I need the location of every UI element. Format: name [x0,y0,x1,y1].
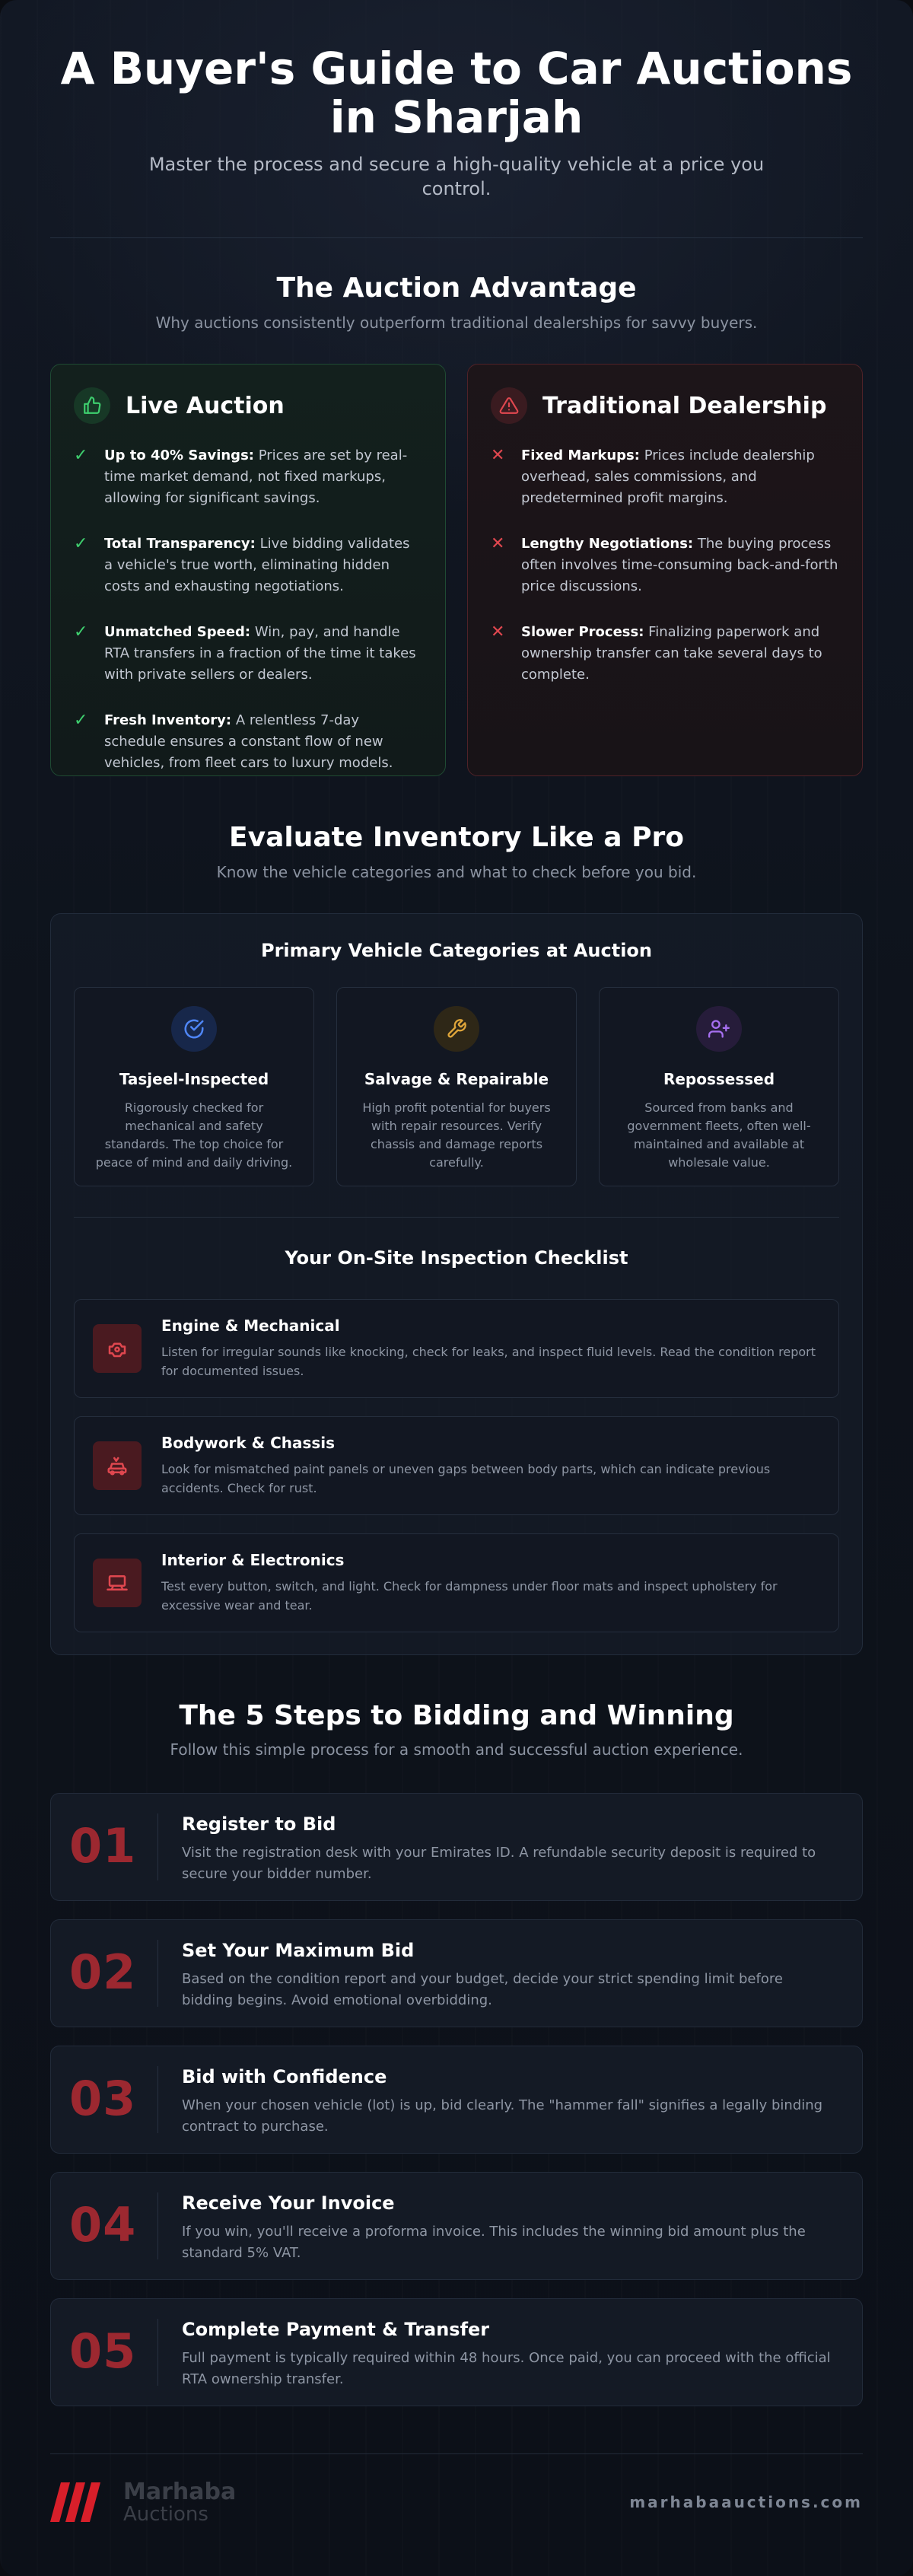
live-auction-card [50,364,446,776]
hero-divider [50,237,863,238]
item-label: Up to 40% Savings: [104,447,254,463]
item-text: Win, pay, and handle RTA transfers in a fraction of the time it takes with private sellers or dealers. [104,624,416,683]
check-icon: ✓ [74,446,88,465]
thumbs-up-icon [74,387,110,424]
advantage-title: The Auction Advantage [276,272,637,304]
check-icon: ✓ [74,623,88,642]
check-icon: ✓ [74,534,88,553]
traditional-dealership-card [467,364,863,776]
advantage-subtitle: Why auctions consistently outperform traditional dealerships for savvy buyers. [155,314,758,332]
step-number: 04 [69,2197,137,2253]
traditional-dealership-title: Traditional Dealership [542,392,827,419]
x-icon: ✕ [491,446,505,465]
list-item [74,533,422,597]
item-text: Live bidding validates a vehicle's true worth, eliminating hidden costs and exhausting negotiations. [104,536,410,594]
step-desc: Full payment is typically required within 48 hours. Once paid, you can proceed with the official RTA ownership transfer. [182,2350,831,2387]
checklist-title-text: Interior & Electronics [161,1551,345,1569]
checklist-title-text: Engine & Mechanical [161,1317,340,1335]
item-label: Fixed Markups: [521,447,640,463]
step-divider [157,1940,158,2007]
step-desc: Based on the condition report and your budget, decide your strict spending limit before bidding begins. Avoid emotional overbidding. [182,1971,783,2008]
category-card-salvage [336,987,577,1186]
step-number: 03 [69,2071,137,2126]
traditional-dealership-header [491,386,839,425]
list-item [491,445,839,509]
step-card-2 [50,1919,863,2027]
page-subtitle: Master the process and secure a high-quality vehicle at a price you control. [148,154,765,199]
step-desc: If you win, you'll receive a proforma invoice. This includes the winning bid amount plus the standard 5% VAT. [182,2224,806,2261]
item-label: Lengthy Negotiations: [521,536,694,552]
list-item [74,710,422,774]
list-item [491,622,839,686]
step-card-4 [50,2172,863,2280]
car-crash-icon [93,1441,142,1490]
item-label: Total Transparency: [104,536,256,552]
website-link[interactable]: marhabaauctions.com [629,2493,863,2511]
step-desc: Visit the registration desk with your Emirates ID. A refundable security deposit is required to secure your bidder number. [182,1845,816,1882]
inventory-title: Evaluate Inventory Like a Pro [229,822,684,853]
step-divider [157,2192,158,2259]
item-text: Prices are set by real-time market demand, not fixed markups, allowing for significant savings. [104,447,408,506]
steps-subtitle: Follow this simple process for a smooth and successful auction experience. [170,1740,743,1759]
check-circle-icon [171,1006,217,1052]
step-divider [157,1813,158,1880]
x-icon: ✕ [491,623,505,642]
list-item [74,445,422,509]
category-desc: Sourced from banks and government fleets, often well-maintained and available at wholesale value. [627,1100,811,1170]
list-item [491,533,839,597]
checklist-title: Your On-Site Inspection Checklist [285,1247,628,1269]
page-title: A Buyer's Guide to Car Auctions in Sharjah [60,43,853,143]
check-icon: ✓ [74,711,88,730]
step-title: Register to Bid [182,1813,336,1835]
live-auction-title: Live Auction [126,392,285,419]
item-text: A relentless 7-day schedule ensures a constant flow of new vehicles, from fleet cars to luxury models. [104,712,393,771]
steps-title: The 5 Steps to Bidding and Winning [179,1700,734,1731]
user-plus-icon [696,1006,742,1052]
laptop-icon [93,1559,142,1607]
item-label: Fresh Inventory: [104,712,232,728]
category-card-tasjeel [74,987,314,1186]
step-card-1 [50,1793,863,1901]
item-text: Finalizing paperwork and ownership transfer can take several days to complete. [521,624,822,683]
step-number: 05 [69,2323,137,2379]
checklist-desc: Listen for irregular sounds like knocking, check for leaks, and inspect fluid levels. Read the condition report for documented issues. [161,1345,816,1378]
step-number: 01 [69,1818,137,1874]
step-desc: When your chosen vehicle (lot) is up, bid clearly. The "hammer fall" signifies a legally binding contract to purchase. [182,2097,823,2135]
category-desc: High profit potential for buyers with repair resources. Verify chassis and damage reports carefully. [362,1100,551,1170]
panel-divider [74,1217,839,1218]
step-card-5 [50,2298,863,2406]
category-desc: Rigorously checked for mechanical and safety standards. The top choice for peace of mind and daily driving. [95,1100,293,1170]
inventory-panel [50,913,863,1655]
step-title: Receive Your Invoice [182,2192,395,2214]
live-auction-header [74,386,422,425]
footer-divider [50,2453,863,2454]
step-divider [157,2319,158,2386]
checklist-item-bodywork [74,1416,839,1515]
engine-icon [93,1324,142,1373]
step-title: Complete Payment & Transfer [182,2319,490,2340]
category-name: Repossessed [663,1070,775,1088]
item-text: Prices include dealership overhead, sales commissions, and predetermined profit margins. [521,447,815,506]
step-title: Bid with Confidence [182,2066,387,2087]
warning-triangle-icon [491,387,527,424]
list-item [74,622,422,686]
step-divider [157,2066,158,2133]
logo-mark-icon [50,2479,119,2525]
wrench-icon [434,1006,479,1052]
x-icon: ✕ [491,534,505,553]
logo-name: Marhaba [123,2479,237,2505]
checklist-item-engine [74,1299,839,1398]
checklist-desc: Look for mismatched paint panels or uneven gaps between body parts, which can indicate previous accidents. Check for rust. [161,1462,771,1495]
step-number: 02 [69,1944,137,2000]
category-card-repossessed [599,987,839,1186]
marhaba-logo[interactable] [50,2479,278,2528]
item-label: Unmatched Speed: [104,624,251,640]
item-text: The buying process often involves time-consuming back-and-forth price discussions. [521,536,838,594]
category-name: Tasjeel-Inspected [119,1070,269,1088]
step-card-3 [50,2046,863,2154]
categories-title: Primary Vehicle Categories at Auction [260,940,653,961]
category-name: Salvage & Repairable [364,1070,549,1088]
logo-tagline: Auctions [123,2503,208,2526]
checklist-title-text: Bodywork & Chassis [161,1434,336,1452]
step-title: Set Your Maximum Bid [182,1940,415,1961]
checklist-desc: Test every button, switch, and light. Check for dampness under floor mats and inspect upholstery for excessive wear and tear. [161,1579,778,1613]
inventory-subtitle: Know the vehicle categories and what to check before you bid. [216,863,697,881]
checklist-item-interior [74,1533,839,1632]
item-label: Slower Process: [521,624,644,640]
